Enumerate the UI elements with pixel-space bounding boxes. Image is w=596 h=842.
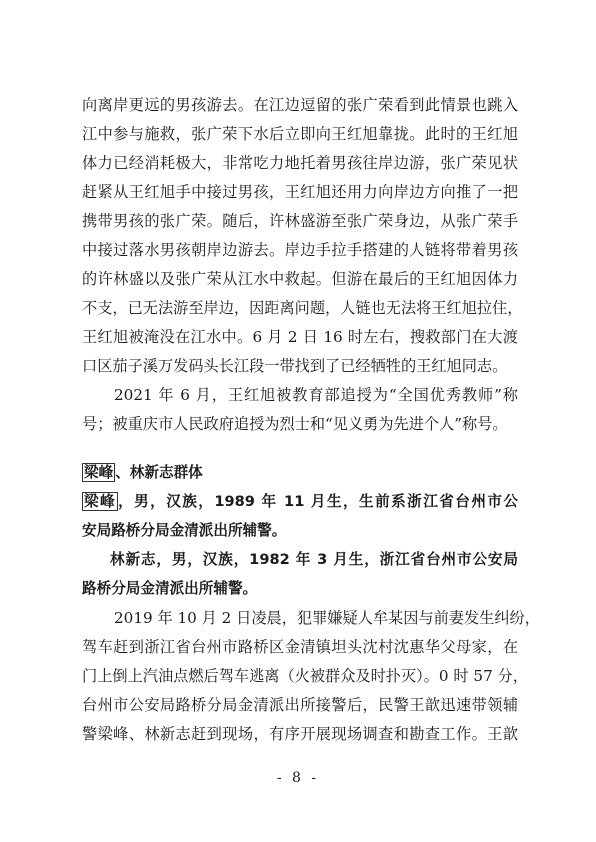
person2-intro: 林新志，男，汉族，1982 年 3 月生，浙江省台州市公安局 bbox=[110, 551, 518, 568]
body-text-line: 携带男孩的张广荣。随后，许林盛游至张广荣身边，从张广荣手 bbox=[82, 212, 518, 230]
person2-intro-cont: 路桥分局金清派出所辅警。 bbox=[82, 580, 258, 597]
body-text-line: 王红旭被淹没在江水中。6 月 2 日 16 时左右，搜救部门在大渡 bbox=[82, 328, 518, 346]
body-text-line: 赶紧从王红旭手中接过男孩，王红旭还用力向岸边方向推了一把 bbox=[82, 183, 518, 201]
body-text-line: 中接过落水男孩朝岸边游去。岸边手拉手搭建的人链将带着男孩 bbox=[82, 241, 518, 259]
body-text-line: 号；被重庆市人民政府追授为烈士和“见义勇为先进个人”称号。 bbox=[82, 415, 508, 433]
heading-name-highlight: 梁峰 bbox=[84, 464, 114, 481]
body-text-line: 体力已经消耗极大，非常吃力地托着男孩往岸边游，张广荣见状 bbox=[82, 154, 518, 172]
body-text-line: 门上倒上汽油点燃后驾车逃离（火被群众及时扑灭）。0 时 57 分， bbox=[82, 667, 528, 685]
body-text-line: 警梁峰、林新志赶到现场，有序开展现场调查和勘查工作。王歆 bbox=[82, 725, 518, 743]
person1-intro-text: ，男，汉族，1989 年 11 月生，生前系浙江省台州市公 bbox=[118, 493, 518, 510]
person1-intro bbox=[82, 492, 518, 512]
body-text-line: 口区茄子溪万发码头长江段一带找到了已经牺牲的王红旭同志。 bbox=[82, 357, 508, 375]
heading-rest: 、林新志群体 bbox=[115, 464, 203, 481]
body-text-line: 台州市公安局路桥分局金清派出所接警后，民警王歆迅速带领辅 bbox=[82, 696, 518, 714]
body-text-line: 的许林盛以及张广荣从江水中救起。但游在最后的王红旭因体力 bbox=[82, 270, 518, 288]
section-heading bbox=[82, 463, 518, 483]
body-text-line: 2021 年 6 月，王红旭被教育部追授为“全国优秀教师”称 bbox=[114, 386, 518, 404]
page-number: - 8 - bbox=[276, 770, 320, 786]
person1-intro-cont: 安局路桥分局金清派出所辅警。 bbox=[82, 522, 287, 539]
body-text-line: 驾车赶到浙江省台州市路桥区金清镇坦头沈村沈惠华父母家，在 bbox=[82, 638, 518, 656]
body-text-line: 江中参与施救，张广荣下水后立即向王红旭靠拢。此时的王红旭 bbox=[82, 125, 518, 143]
body-text-line: 向离岸更远的男孩游去。在江边逗留的张广荣看到此情景也跳入 bbox=[82, 96, 518, 114]
person1-name-highlight: 梁峰 bbox=[84, 493, 117, 510]
body-text-line: 不支，已无法游至岸边，因距离问题，人链也无法将王红旭拉住， bbox=[82, 299, 523, 317]
body-text-line: 2019 年 10 月 2 日凌晨，犯罪嫌疑人牟某因与前妻发生纠纷， bbox=[114, 609, 540, 627]
